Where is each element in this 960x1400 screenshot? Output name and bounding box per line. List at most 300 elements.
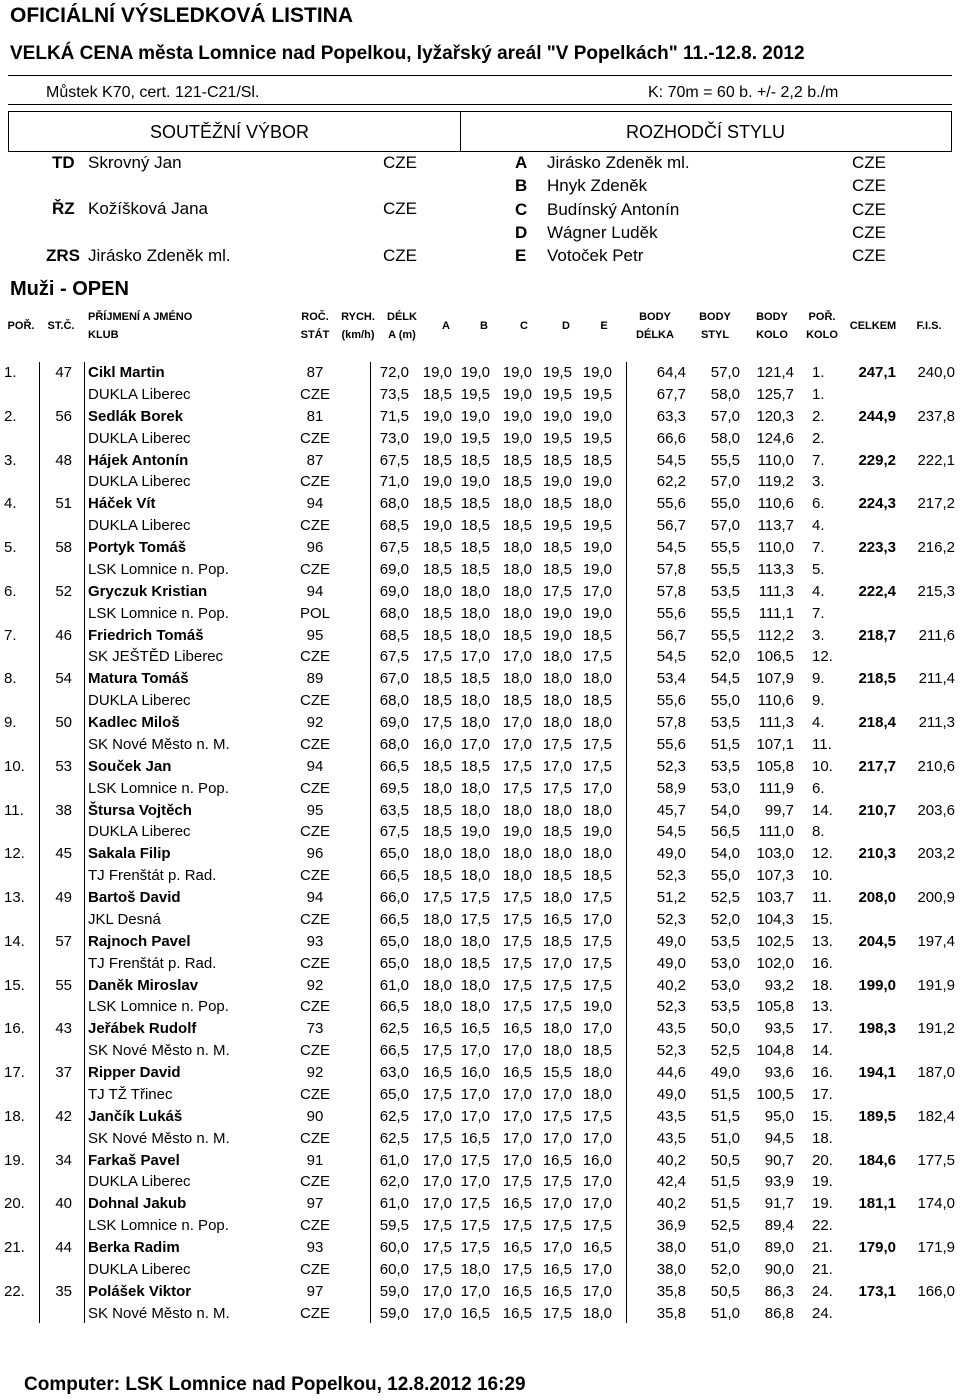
- cell-distance-points: 35,8: [656, 1282, 686, 1300]
- cell-judge-d: 19,0: [542, 626, 572, 644]
- cell-judge-b: 17,5: [460, 1195, 490, 1213]
- cell-rank: 21.: [4, 1239, 25, 1256]
- cell-judge-d: 18,5: [542, 932, 572, 950]
- cell-distance-points: 57,8: [656, 582, 686, 600]
- cell-judge-e: 18,5: [582, 451, 612, 469]
- cell-judge-d: 18,5: [542, 867, 572, 885]
- cell-year-of-birth: 95: [306, 801, 324, 819]
- cell-judge-b: 18,0: [460, 998, 490, 1016]
- cell-judge-e: 18,0: [582, 845, 612, 863]
- cell-judge-c: 16,5: [502, 1064, 532, 1081]
- cell-judge-c: 17,5: [502, 910, 532, 928]
- cell-round-points: 103,7: [756, 889, 794, 906]
- cell-judge-e: 18,5: [582, 626, 612, 644]
- cell-bib: 49: [55, 889, 72, 906]
- cell-distance: 72,0: [379, 364, 409, 381]
- cell-distance-points: 51,2: [656, 889, 686, 906]
- cell-judge-c: 17,0: [502, 1151, 532, 1169]
- cell-judge-e: 18,5: [582, 1042, 612, 1060]
- cell-club: SK Nové Město n. M.: [88, 1042, 230, 1060]
- cell-round-points: 111,0: [758, 823, 794, 841]
- cell-round-points: 93,6: [764, 1064, 794, 1081]
- cell-judge-c: 17,0: [502, 735, 532, 753]
- cell-judge-b: 19,5: [460, 385, 490, 403]
- cell-distance-points: 55,6: [656, 735, 686, 753]
- cell-round-points: 111,9: [758, 779, 794, 797]
- cell-judge-e: 18,0: [582, 714, 612, 731]
- table-row-round2: [0, 821, 960, 843]
- official-name: Jirásko Zdeněk ml.: [88, 246, 231, 265]
- cell-distance-points: 40,2: [656, 1195, 686, 1213]
- cell-judge-e: 17,0: [582, 1129, 612, 1147]
- cell-judge-c: 17,0: [502, 714, 532, 731]
- cell-judge-c: 18,0: [502, 582, 532, 600]
- cell-judge-a: 17,5: [422, 889, 452, 906]
- cell-judge-a: 18,0: [422, 932, 452, 950]
- cell-style-points: 49,0: [710, 1064, 740, 1081]
- cell-judge-d: 17,5: [542, 976, 572, 994]
- table-row-round2: [0, 1171, 960, 1193]
- cell-judge-c: 16,5: [502, 1304, 532, 1322]
- table-row-round2: [0, 559, 960, 581]
- cell-style-points: 54,0: [710, 845, 740, 863]
- cell-athlete-name: Rajnoch Pavel: [88, 932, 191, 950]
- judge-nation: CZE: [852, 246, 886, 266]
- cell-total: 217,7: [858, 757, 896, 775]
- cell-distance: 71,0: [379, 473, 409, 491]
- cell-round-rank: 11.: [812, 889, 832, 906]
- cell-judge-c: 19,0: [502, 429, 532, 447]
- cell-round-points: 119,2: [757, 473, 794, 491]
- cell-athlete-name: Souček Jan: [88, 757, 172, 775]
- cell-judge-c: 17,5: [502, 976, 532, 994]
- cell-judge-b: 18,5: [460, 670, 490, 688]
- cell-judge-d: 17,5: [542, 582, 572, 600]
- cell-judge-d: 18,0: [542, 801, 572, 819]
- cell-judge-a: 16,5: [422, 1064, 452, 1081]
- cell-judge-d: 18,0: [542, 692, 572, 710]
- cell-club: TJ Frenštát p. Rad.: [88, 867, 217, 885]
- cell-distance: 65,0: [379, 845, 409, 863]
- cell-style-points: 55,5: [710, 539, 740, 556]
- cell-round-rank: 18.: [812, 1129, 833, 1147]
- cell-judge-d: 18,0: [542, 648, 572, 666]
- cell-round-rank: 21.: [812, 1260, 833, 1278]
- cell-judge-a: 17,5: [422, 1129, 452, 1147]
- table-row: [0, 493, 960, 515]
- cell-judge-c: 16,5: [502, 1020, 532, 1038]
- cell-athlete-name: Daněk Miroslav: [88, 976, 199, 994]
- cell-judge-d: 18,5: [542, 823, 572, 841]
- cell-bib: 58: [55, 539, 72, 556]
- cell-rank: 14.: [4, 932, 25, 950]
- cell-style-points: 57,0: [710, 517, 740, 535]
- header-bib: ST.Č.: [47, 320, 75, 332]
- cell-judge-e: 19,0: [582, 539, 612, 556]
- header-club: KLUB: [88, 329, 119, 341]
- table-row-round2: [0, 515, 960, 537]
- cell-judge-a: 18,5: [422, 867, 452, 885]
- cell-year-of-birth: 92: [306, 1064, 324, 1081]
- cell-distance: 68,0: [379, 735, 409, 753]
- cell-round-rank: 4.: [812, 517, 825, 535]
- cell-distance-points: 49,0: [656, 845, 686, 863]
- official-role: TD: [52, 153, 75, 172]
- cell-round-points: 107,3: [756, 867, 794, 885]
- cell-total: 218,7: [858, 626, 896, 644]
- cell-round-rank: 1.: [812, 364, 825, 381]
- cell-style-points: 50,0: [710, 1020, 740, 1038]
- cell-distance: 60,0: [379, 1260, 409, 1278]
- cell-distance-points: 52,3: [656, 998, 686, 1016]
- cell-year-of-birth: 81: [306, 407, 324, 425]
- cell-judge-e: 17,5: [582, 1217, 612, 1235]
- header-judge-c: C: [520, 320, 528, 332]
- cell-judge-d: 19,0: [542, 473, 572, 491]
- cell-round-points: 107,1: [756, 735, 794, 753]
- computer-footer: Computer: LSK Lomnice nad Popelkou, 12.8.2012 16:29: [24, 1374, 526, 1395]
- cell-fis-points: 191,2: [917, 1020, 955, 1038]
- cell-round-rank: 9.: [812, 692, 825, 710]
- cell-distance-points: 54,5: [656, 823, 686, 841]
- cell-judge-b: 17,0: [460, 1173, 490, 1191]
- judge-letter: A: [515, 153, 528, 172]
- cell-distance-points: 58,9: [656, 779, 686, 797]
- cell-year-of-birth: 97: [306, 1282, 324, 1300]
- cell-judge-e: 19,0: [582, 604, 612, 622]
- cell-round-points: 106,5: [756, 648, 794, 666]
- cell-fis-points: 211,6: [918, 626, 955, 644]
- cell-style-points: 52,0: [710, 910, 740, 928]
- cell-club: DUKLA Liberec: [88, 1173, 191, 1191]
- cell-style-points: 53,0: [710, 954, 740, 972]
- cell-judge-e: 19,0: [582, 823, 612, 841]
- cell-rank: 7.: [4, 626, 17, 644]
- table-row-round2: [0, 1259, 960, 1281]
- cell-style-points: 55,5: [710, 560, 740, 578]
- cell-judge-e: 19,0: [582, 407, 612, 425]
- cell-round-rank: 22.: [812, 1217, 833, 1235]
- cell-judge-a: 17,0: [422, 1304, 452, 1322]
- cell-round-rank: 5.: [812, 560, 825, 578]
- cell-judge-a: 18,5: [422, 823, 452, 841]
- cell-judge-c: 17,5: [502, 757, 532, 775]
- official-nation: CZE: [383, 246, 417, 265]
- cell-judge-b: 18,5: [460, 539, 490, 556]
- cell-round-rank: 6.: [812, 495, 825, 513]
- cell-total: 222,4: [858, 582, 896, 600]
- table-row-round2: [0, 1084, 960, 1106]
- cell-bib: 47: [55, 364, 72, 381]
- cell-judge-a: 17,0: [422, 1173, 452, 1191]
- cell-bib: 45: [55, 845, 72, 863]
- cell-style-points: 54,5: [710, 670, 740, 688]
- cell-nation: CZE: [300, 998, 330, 1016]
- cell-round-rank: 16.: [812, 1064, 833, 1081]
- cell-rank: 2.: [4, 407, 17, 425]
- cell-judge-c: 19,0: [502, 364, 532, 381]
- cell-nation: CZE: [300, 1173, 330, 1191]
- table-row-round2: [0, 734, 960, 756]
- table-row: [0, 1150, 960, 1172]
- cell-judge-d: 17,5: [542, 998, 572, 1016]
- cell-distance-points: 35,8: [656, 1304, 686, 1322]
- cell-judge-b: 18,5: [460, 954, 490, 972]
- committee-header: SOUTĚŽNÍ VÝBOR: [150, 122, 310, 142]
- cell-distance-points: 53,4: [656, 670, 686, 688]
- cell-total: 247,1: [858, 364, 896, 381]
- cell-judge-e: 19,0: [582, 364, 612, 381]
- cell-style-points: 58,0: [710, 385, 740, 403]
- cell-judge-b: 19,5: [460, 429, 490, 447]
- cell-judge-d: 16,5: [542, 1260, 572, 1278]
- cell-round-points: 94,5: [764, 1129, 794, 1147]
- cell-year-of-birth: 94: [306, 582, 324, 600]
- cell-distance-points: 49,0: [656, 954, 686, 972]
- cell-distance: 69,0: [379, 714, 409, 731]
- cell-club: LSK Lomnice n. Pop.: [88, 604, 229, 622]
- cell-distance: 67,5: [379, 451, 409, 469]
- cell-bib: 44: [55, 1239, 72, 1256]
- cell-style-points: 52,5: [710, 1217, 740, 1235]
- cell-distance-points: 66,6: [656, 429, 686, 447]
- cell-judge-b: 18,5: [460, 495, 490, 513]
- cell-judge-e: 16,0: [582, 1151, 612, 1169]
- cell-judge-e: 19,5: [582, 517, 612, 535]
- cell-judge-c: 18,5: [502, 517, 532, 535]
- cell-distance-points: 63,3: [656, 407, 686, 425]
- cell-distance-points: 43,5: [656, 1020, 686, 1038]
- cell-distance: 63,5: [379, 801, 409, 819]
- cell-judge-b: 18,5: [460, 757, 490, 775]
- cell-round-rank: 7.: [812, 539, 825, 556]
- cell-distance: 61,0: [379, 976, 409, 994]
- cell-distance-points: 40,2: [656, 976, 686, 994]
- cell-round-rank: 10.: [812, 867, 833, 885]
- cell-fis-points: 237,8: [917, 407, 955, 425]
- cell-judge-b: 18,5: [460, 451, 490, 469]
- table-row: [0, 668, 960, 690]
- cell-fis-points: 203,2: [917, 845, 955, 863]
- cell-round-rank: 17.: [812, 1085, 833, 1103]
- cell-athlete-name: Cikl Martin: [88, 364, 165, 381]
- header-round-points-sub: KOLO: [756, 329, 788, 341]
- official-name: Skrovný Jan: [88, 153, 182, 172]
- cell-style-points: 53,5: [710, 998, 740, 1016]
- cell-round-points: 91,7: [764, 1195, 794, 1213]
- cell-judge-a: 17,5: [422, 1260, 452, 1278]
- cell-year-of-birth: 94: [306, 889, 324, 906]
- cell-round-rank: 4.: [812, 582, 825, 600]
- official-name: Kožíšková Jana: [88, 199, 209, 218]
- cell-judge-a: 19,0: [422, 407, 452, 425]
- cell-round-points: 113,3: [757, 560, 794, 578]
- cell-style-points: 54,0: [710, 801, 740, 819]
- cell-distance: 63,0: [379, 1064, 409, 1081]
- cell-style-points: 50,5: [710, 1151, 740, 1169]
- cell-judge-a: 18,0: [422, 998, 452, 1016]
- judge-nation: CZE: [852, 176, 886, 196]
- judge-nation: CZE: [852, 199, 886, 219]
- cell-bib: 53: [55, 757, 72, 775]
- cell-bib: 51: [55, 495, 72, 513]
- cell-distance: 66,5: [379, 998, 409, 1016]
- cell-style-points: 51,5: [710, 1107, 740, 1125]
- cell-club: SK Nové Město n. M.: [88, 1304, 230, 1322]
- cell-judge-e: 18,0: [582, 670, 612, 688]
- cell-bib: 57: [55, 932, 72, 950]
- cell-style-points: 52,5: [710, 1042, 740, 1060]
- cell-bib: 38: [55, 801, 72, 819]
- header-speed-unit: (km/h): [341, 329, 375, 341]
- cell-distance-points: 62,2: [656, 473, 686, 491]
- cell-total: 184,6: [858, 1151, 896, 1169]
- cell-fis-points: 215,3: [917, 582, 955, 600]
- cell-judge-e: 18,0: [582, 1085, 612, 1103]
- cell-judge-c: 18,0: [502, 867, 532, 885]
- cell-distance-points: 55,6: [656, 495, 686, 513]
- cell-judge-c: 17,5: [502, 779, 532, 797]
- cell-nation: CZE: [300, 1260, 330, 1278]
- header-total: CELKEM: [849, 320, 897, 332]
- cell-judge-e: 17,0: [582, 582, 612, 600]
- cell-judge-c: 18,0: [502, 539, 532, 556]
- cell-year-of-birth: 95: [306, 626, 324, 644]
- cell-bib: 50: [55, 714, 72, 731]
- cell-judge-e: 17,5: [582, 648, 612, 666]
- cell-judge-c: 18,0: [502, 845, 532, 863]
- cell-judge-a: 18,5: [422, 626, 452, 644]
- judge-letter: B: [515, 176, 528, 196]
- cell-judge-e: 17,0: [582, 910, 612, 928]
- cell-fis-points: 171,9: [917, 1239, 955, 1256]
- cell-round-rank: 12.: [812, 845, 833, 863]
- cell-distance: 59,5: [379, 1217, 409, 1235]
- cell-judge-c: 18,0: [502, 560, 532, 578]
- table-row-round2: [0, 909, 960, 931]
- cell-distance: 68,0: [379, 495, 409, 513]
- cell-round-points: 103,0: [756, 845, 794, 863]
- cell-judge-c: 17,5: [502, 1217, 532, 1235]
- divider: [8, 104, 952, 105]
- cell-rank: 16.: [4, 1020, 25, 1038]
- cell-judge-d: 16,5: [542, 910, 572, 928]
- cell-judge-d: 18,0: [542, 670, 572, 688]
- cell-athlete-name: Farkaš Pavel: [88, 1151, 180, 1169]
- cell-round-points: 104,8: [756, 1042, 794, 1060]
- cell-round-points: 93,2: [764, 976, 794, 994]
- judge-nation: CZE: [852, 222, 886, 242]
- cell-style-points: 52,0: [710, 1260, 740, 1278]
- header-judge-b: B: [480, 320, 488, 332]
- cell-judge-c: 17,5: [502, 889, 532, 906]
- cell-distance: 66,5: [379, 910, 409, 928]
- cell-round-rank: 11.: [812, 735, 832, 753]
- cell-judge-b: 18,0: [460, 976, 490, 994]
- cell-judge-a: 18,0: [422, 976, 452, 994]
- cell-athlete-name: Gryczuk Kristian: [88, 582, 208, 600]
- cell-distance-points: 54,5: [656, 451, 686, 469]
- cell-round-rank: 1.: [812, 385, 825, 403]
- cell-nation: CZE: [300, 1217, 330, 1235]
- cell-round-points: 102,5: [756, 932, 794, 950]
- cell-nation: CZE: [300, 954, 330, 972]
- cell-athlete-name: Friedrich Tomáš: [88, 626, 204, 644]
- table-row: [0, 581, 960, 603]
- judge-letter: E: [515, 246, 527, 266]
- cell-judge-e: 18,0: [582, 1304, 612, 1322]
- cell-round-rank: 7.: [812, 604, 825, 622]
- cell-style-points: 53,5: [710, 582, 740, 600]
- cell-style-points: 53,0: [710, 976, 740, 994]
- cell-fis-points: 197,4: [917, 932, 955, 950]
- cell-distance-points: 38,0: [656, 1260, 686, 1278]
- cell-judge-b: 17,5: [460, 889, 490, 906]
- cell-fis-points: 211,3: [918, 714, 955, 731]
- cell-distance-points: 52,3: [656, 867, 686, 885]
- cell-total: 181,1: [858, 1195, 896, 1213]
- table-row-round2: [0, 1215, 960, 1237]
- cell-judge-c: 17,0: [502, 1107, 532, 1125]
- cell-judge-d: 19,0: [542, 407, 572, 425]
- cell-club: DUKLA Liberec: [88, 385, 191, 403]
- header-distance-points-sub: DÉLKA: [636, 329, 674, 341]
- cell-judge-b: 17,5: [460, 910, 490, 928]
- judge-name: Votoček Petr: [547, 246, 644, 266]
- cell-judge-c: 16,5: [502, 1282, 532, 1300]
- cell-round-points: 100,5: [756, 1085, 794, 1103]
- cell-distance-points: 49,0: [656, 1085, 686, 1103]
- cell-judge-c: 19,0: [502, 385, 532, 403]
- cell-judge-c: 18,0: [502, 604, 532, 622]
- cell-judge-d: 17,0: [542, 1085, 572, 1103]
- cell-round-rank: 8.: [812, 823, 825, 841]
- cell-distance: 67,5: [379, 648, 409, 666]
- cell-judge-a: 18,0: [422, 582, 452, 600]
- cell-year-of-birth: 87: [306, 451, 324, 469]
- cell-year-of-birth: 87: [306, 364, 324, 381]
- table-row-round2: [0, 865, 960, 887]
- cell-round-rank: 6.: [812, 779, 825, 797]
- cell-judge-a: 19,0: [422, 517, 452, 535]
- cell-nation: CZE: [300, 429, 330, 447]
- cell-round-rank: 3.: [812, 626, 825, 644]
- cell-bib: 46: [55, 626, 72, 644]
- cell-distance: 59,0: [379, 1304, 409, 1322]
- cell-distance-points: 57,8: [656, 560, 686, 578]
- cell-judge-c: 19,0: [502, 823, 532, 841]
- table-row: [0, 1281, 960, 1303]
- cell-distance: 68,0: [379, 604, 409, 622]
- table-row: [0, 1193, 960, 1215]
- cell-club: SK Nové Město n. M.: [88, 1129, 230, 1147]
- cell-judge-b: 18,0: [460, 604, 490, 622]
- cell-distance-points: 64,4: [656, 364, 686, 381]
- cell-judge-b: 19,0: [460, 823, 490, 841]
- table-row: [0, 887, 960, 909]
- cell-round-rank: 13.: [812, 932, 833, 950]
- header-round-rank-sub: KOLO: [806, 329, 838, 341]
- table-row: [0, 1237, 960, 1259]
- cell-total: 173,1: [858, 1282, 896, 1300]
- table-row-round2: [0, 471, 960, 493]
- column-separator: [370, 362, 371, 1323]
- cell-distance: 67,5: [379, 539, 409, 556]
- cell-nation: CZE: [300, 692, 330, 710]
- cell-judge-e: 19,5: [582, 385, 612, 403]
- table-row: [0, 756, 960, 778]
- cell-judge-e: 18,0: [582, 801, 612, 819]
